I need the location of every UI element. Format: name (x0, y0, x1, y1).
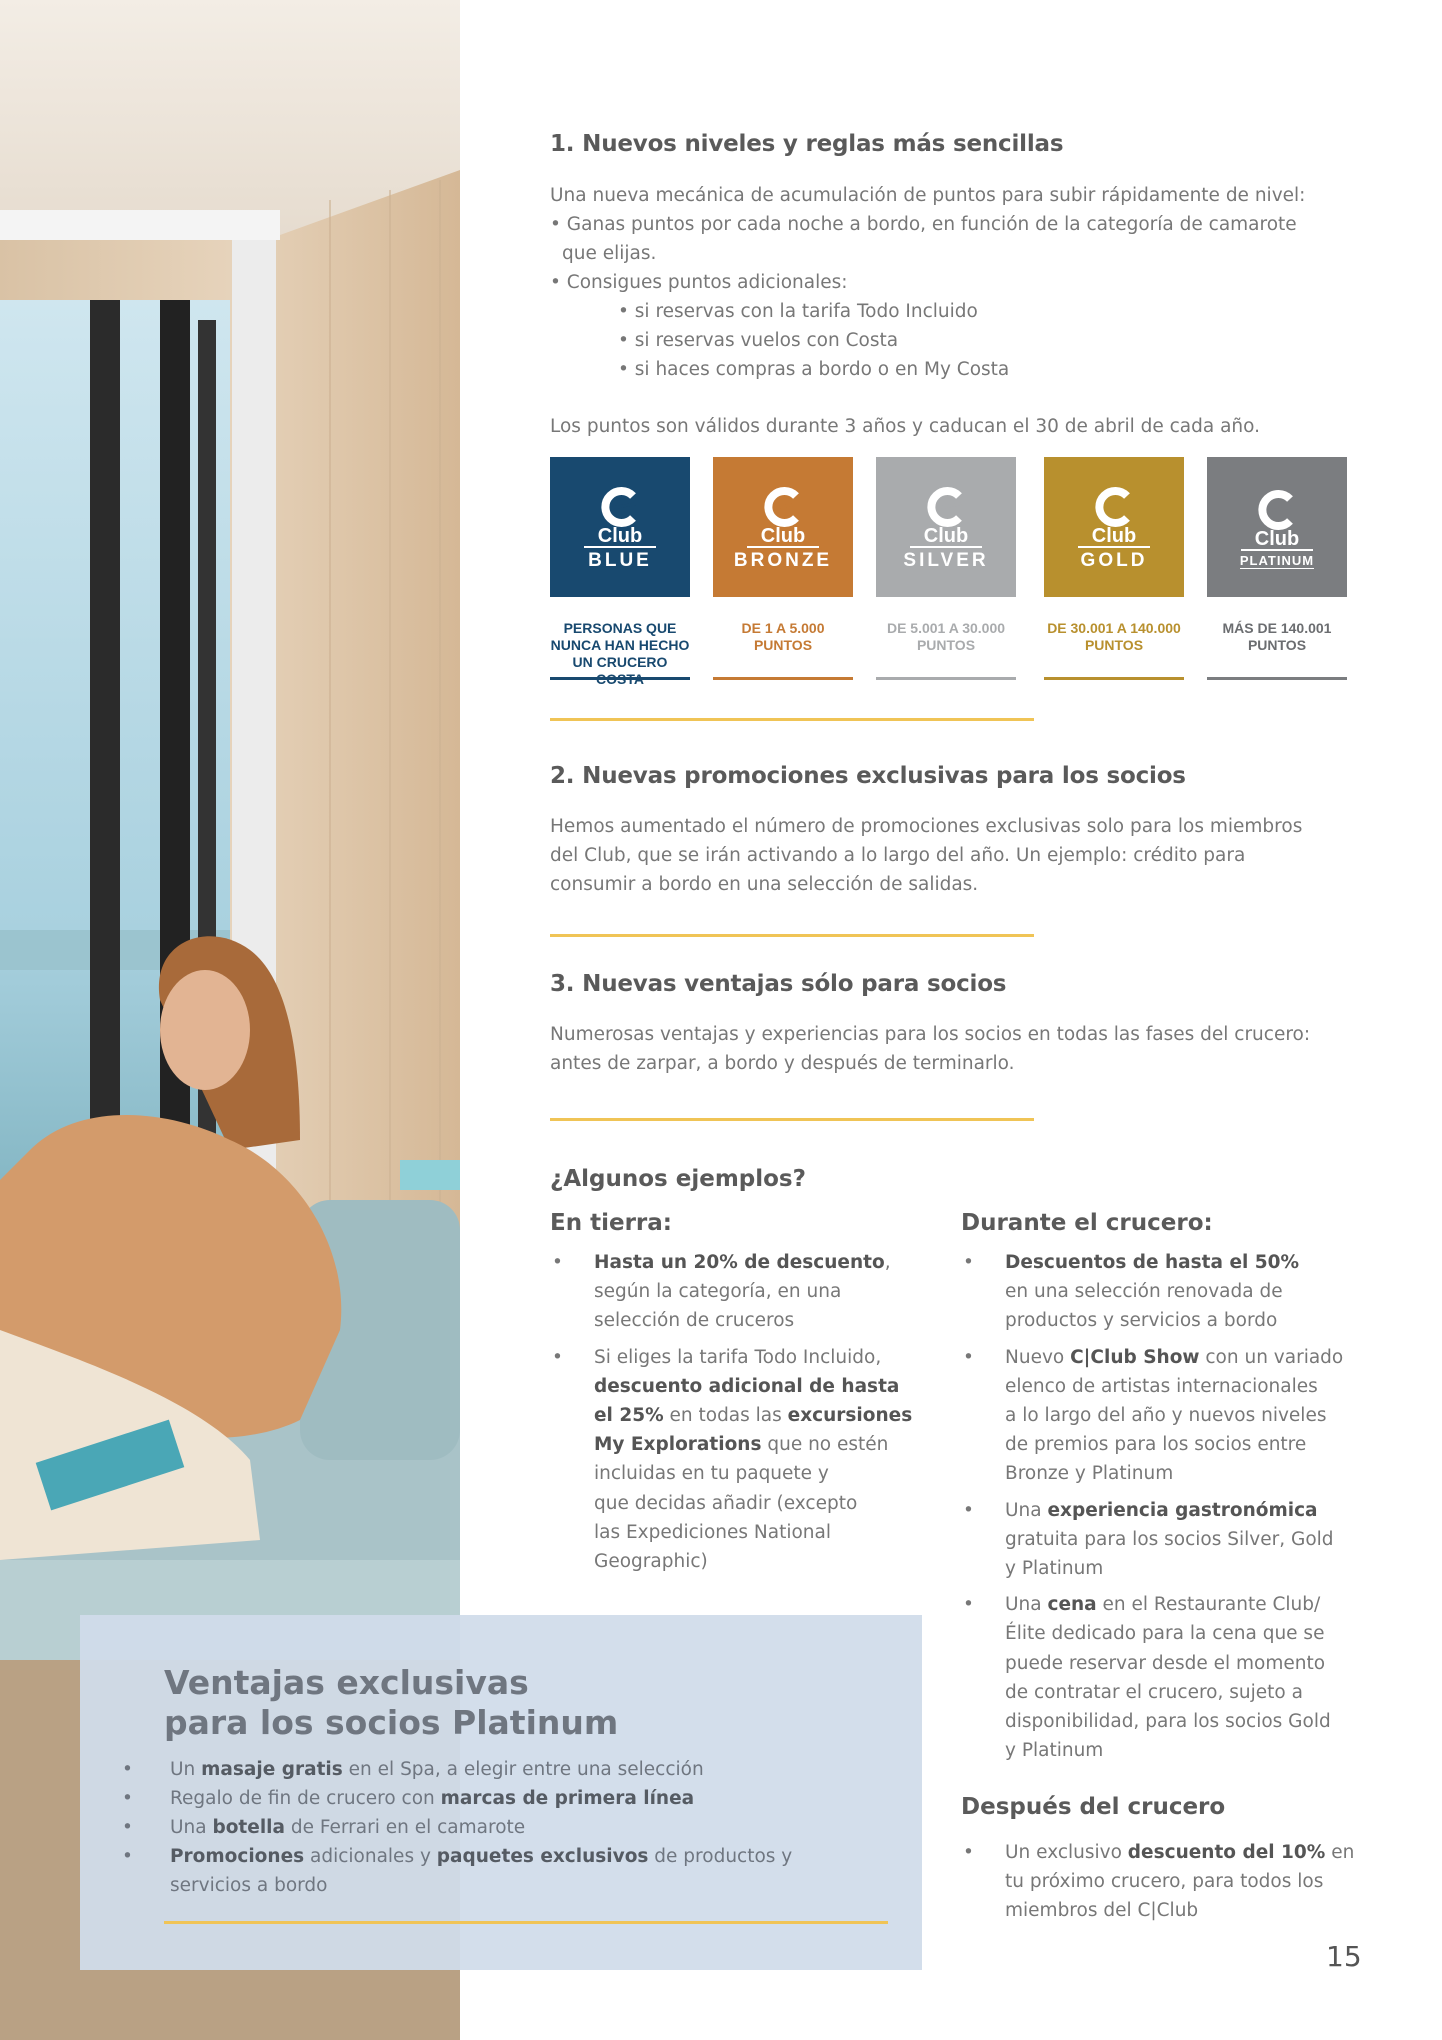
section-1-bullet-2: • Consigues puntos adicionales: (550, 272, 848, 293)
tier-underline (1044, 677, 1184, 680)
tier-caption-line: PUNTOS (753, 637, 813, 653)
costa-c-logo-icon (1256, 489, 1298, 531)
tier-caption (713, 620, 853, 654)
tier-caption-line: MÁS DE 140.001 (1222, 620, 1332, 636)
costa-c-logo-icon (762, 486, 804, 528)
tier-name: SILVER (903, 550, 989, 571)
section-3-line-2: antes de zarpar, a bordo y después de terminarlo. (550, 1053, 1015, 1074)
section-2-line-3: consumir a bordo en una selección de salidas. (550, 874, 979, 895)
divider (164, 1921, 888, 1924)
list-item: • Nuevo C|Club Show con un variado elenco de artistas internacionales a lo largo del año y nuevos niveles de premios para los socios entre Bronze y Platinum (961, 1343, 1361, 1489)
list-item: • Hasta un 20% de descuento, según la categoría, en una selección de cruceros (550, 1248, 930, 1336)
tier-name: BLUE (588, 550, 652, 571)
tier-underline (550, 677, 690, 680)
list-item: • Un masaje gratis en el Spa, a elegir entre una selección (120, 1755, 860, 1784)
list-item: • Un exclusivo descuento del 10% en tu próximo crucero, para todos los miembros del C|Club (961, 1838, 1361, 1926)
on-land-list (550, 1248, 930, 1583)
section-1-title: 1. Nuevos niveles y reglas más sencillas (550, 131, 1064, 157)
tier-name: PLATINUM (1239, 553, 1315, 568)
costa-c-logo-icon (1093, 486, 1135, 528)
tier-caption-line: UN CRUCERO (572, 654, 668, 670)
tier-card-gold (1044, 457, 1184, 597)
list-item: • Una experiencia gastronómica gratuita para los socios Silver, Gold y Platinum (961, 1496, 1361, 1584)
tier-caption-line: DE 30.001 A 140.000 (1047, 620, 1181, 636)
section-1-sub-3: • si haces compras a bordo o en My Costa (618, 359, 1010, 380)
club-label: Club (584, 526, 656, 548)
section-2-title: 2. Nuevas promociones exclusivas para los socios (550, 763, 1186, 789)
tier-caption (876, 620, 1016, 654)
tier-card-platinum (1207, 457, 1347, 597)
section-1-bullet-1-cont: que elijas. (562, 243, 657, 264)
tier-caption-line: DE 1 A 5.000 (741, 620, 825, 636)
list-item: • Promociones adicionales y paquetes exclusivos de productos y servicios a bordo (120, 1842, 860, 1900)
tier-underline (1207, 677, 1347, 680)
list-item: • Descuentos de hasta el 50% en una selección renovada de productos y servicios a bordo (961, 1248, 1361, 1336)
during-cruise-title: Durante el crucero: (961, 1210, 1213, 1236)
points-validity-note: Los puntos son válidos durante 3 años y caducan el 30 de abril de cada año. (550, 416, 1261, 437)
tier-name: BRONZE (733, 550, 833, 571)
club-label: Club (910, 526, 982, 548)
tier-card-bronze (713, 457, 853, 597)
divider (550, 1118, 1034, 1121)
tier-underline (876, 677, 1016, 680)
tier-name: GOLD (1080, 550, 1148, 571)
examples-title: ¿Algunos ejemplos? (550, 1166, 806, 1192)
platinum-title: Ventajas exclusivas para los socios Platinum (164, 1663, 619, 1742)
after-cruise-title: Después del crucero (961, 1794, 1226, 1820)
tier-card-blue (550, 457, 690, 597)
section-2-line-1: Hemos aumentado el número de promociones exclusivas solo para los miembros (550, 816, 1303, 837)
section-3-title: 3. Nuevas ventajas sólo para socios (550, 971, 1007, 997)
section-1-sub-1: • si reservas con la tarifa Todo Incluido (618, 301, 978, 322)
divider (550, 718, 1034, 721)
after-cruise-list (961, 1838, 1361, 1933)
list-item: • Si eliges la tarifa Todo Incluido, descuento adicional de hasta el 25% en todas las excursiones My Explorations que no estén incluidas en tu paquete y que decidas añadir (excepto las Expediciones National Geographic) (550, 1343, 930, 1577)
section-3-line-1: Numerosas ventajas y experiencias para los socios en todas las fases del crucero: (550, 1024, 1311, 1045)
section-1-bullet-1: • Ganas puntos por cada noche a bordo, en función de la categoría de camarote (550, 214, 1297, 235)
tier-caption-line: DE 5.001 A 30.000 (886, 620, 1006, 636)
costa-c-logo-icon (599, 486, 641, 528)
tier-caption-line: PERSONAS QUE (563, 620, 677, 636)
list-item: • Una botella de Ferrari en el camarote (120, 1813, 860, 1842)
section-1-intro: Una nueva mecánica de acumulación de puntos para subir rápidamente de nivel: (550, 185, 1306, 206)
tier-caption-line: PUNTOS (1084, 637, 1144, 653)
club-label: Club (1241, 529, 1313, 551)
during-cruise-list (961, 1248, 1361, 1772)
tier-caption (1207, 620, 1347, 654)
tier-caption-line: PUNTOS (916, 637, 976, 653)
club-label: Club (1078, 526, 1150, 548)
list-item: • Una cena en el Restaurante Club/ Élite dedicado para la cena que se puede reservar desde el momento de contratar el crucero, sujeto a disponibilidad, para los socios Gold y Platinum (961, 1590, 1361, 1765)
tier-underline (713, 677, 853, 680)
tier-caption (1044, 620, 1184, 654)
divider (550, 934, 1034, 937)
list-item: • Regalo de fin de crucero con marcas de primera línea (120, 1784, 860, 1813)
platinum-benefits-list (120, 1755, 860, 1900)
costa-c-logo-icon (925, 486, 967, 528)
on-land-title: En tierra: (550, 1210, 672, 1236)
section-2-line-2: del Club, que se irán activando a lo largo del año. Un ejemplo: crédito para (550, 845, 1246, 866)
tier-caption-line: NUNCA HAN HECHO (550, 637, 690, 653)
tier-caption-line: PUNTOS (1247, 637, 1307, 653)
tier-card-silver (876, 457, 1016, 597)
section-1-sub-2: • si reservas vuelos con Costa (618, 330, 899, 351)
club-label: Club (747, 526, 819, 548)
page-number: 15 (1326, 1940, 1362, 1973)
platinum-benefits-box (80, 1615, 922, 1970)
